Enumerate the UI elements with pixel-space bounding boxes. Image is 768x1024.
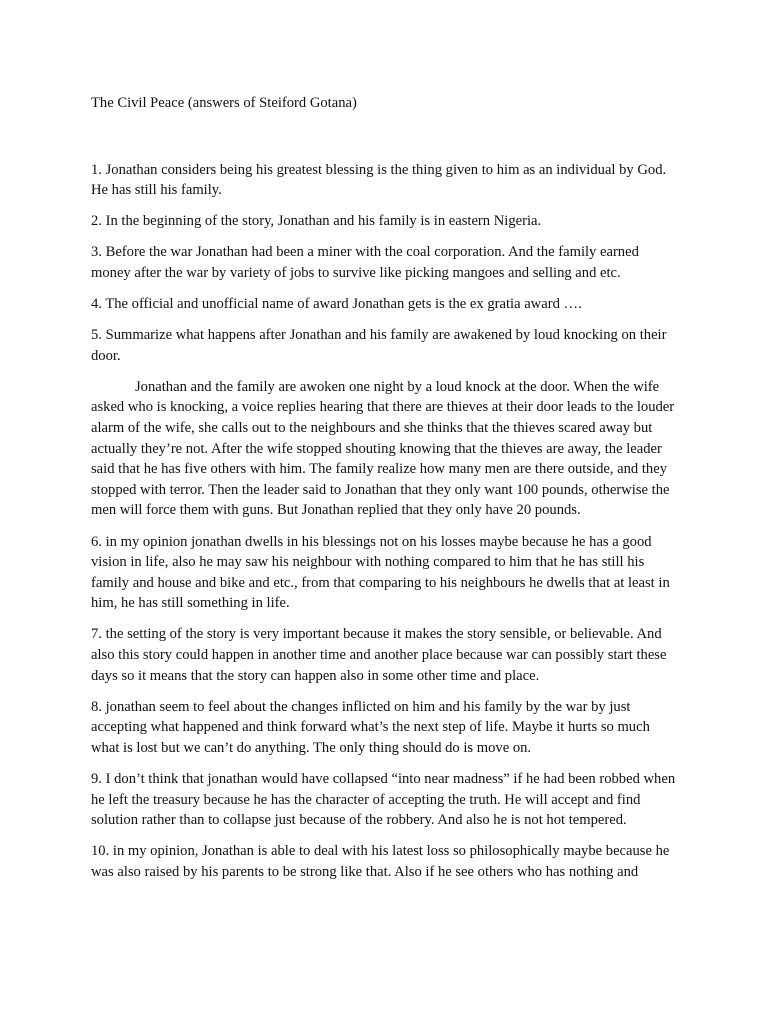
answer-9: 9. I don’t think that jonathan would have collapsed “into near madness” if he had been robbed when he left the treasury because he has the character of accepting the truth. He will accept and find solution rather than to collapse just because of the robbery. And also he is not hot tempered.	[91, 770, 676, 829]
answer-7: 7. the setting of the story is very important because it makes the story sensible, or believable. And also this story could happen in another time and another place because war can possibly start these days so it means that the story can happen also in some other time and place.	[91, 626, 667, 684]
answer-1: 1. Jonathan considers being his greatest blessing is the thing given to him as an individual by God. He has still his family.	[91, 161, 667, 199]
answer-3: 3. Before the war Jonathan had been a miner with the coal corporation. And the family earned money after the war by variety of jobs to survive like picking mangoes and selling and etc.	[91, 244, 639, 281]
answer-2: 2. In the beginning of the story, Jonathan and his family is in eastern Nigeria.	[91, 213, 542, 230]
answer-8: 8. jonathan seem to feel about the changes inflicted on him and his family by the war by just accepting what happened and think forward what’s the next step of life. Maybe it hurts so much what is lost but we can’t do anything. The only thing should do is move on.	[91, 698, 650, 756]
document-body	[91, 93, 681, 893]
question-5: 5. Summarize what happens after Jonathan and his family are awakened by loud knocking on their door.	[91, 327, 667, 364]
answer-6: 6. in my opinion jonathan dwells in his blessings not on his losses maybe because he has a good vision in life, also he may saw his neighbour with nothing compared to him that he has still his family and house and bike and etc., from that comparing to his neighbours he dwells that at least in him, he has still something in life.	[91, 533, 670, 612]
answer-5-summary: Jonathan and the family are awoken one night by a loud knock at the door. When the wife asked who is knocking, a voice replies hearing that there are thieves at their door leads to the louder alarm of the wife, she calls out to the neighbours and she thinks that the thieves scared away but actually they’re not. After the wife stopped shouting knowing that the thieves are away, the leader said that he has five others with him. The family realize how many men are there outside, and they stopped with terror. Then the leader said to Jonathan that they only want 100 pounds, otherwise the men will force them with guns. But Jonathan replied that they only have 20 pounds.	[91, 378, 675, 519]
answer-4: 4. The official and unofficial name of award Jonathan gets is the ex gratia award ….	[91, 296, 582, 313]
document-title: The Civil Peace (answers of Steiford Gotana)	[91, 95, 357, 111]
answer-10: 10. in my opinion, Jonathan is able to deal with his latest loss so philosophically maybe because he was also raised by his parents to be strong like that. Also if he see others who has nothing and	[91, 843, 670, 880]
